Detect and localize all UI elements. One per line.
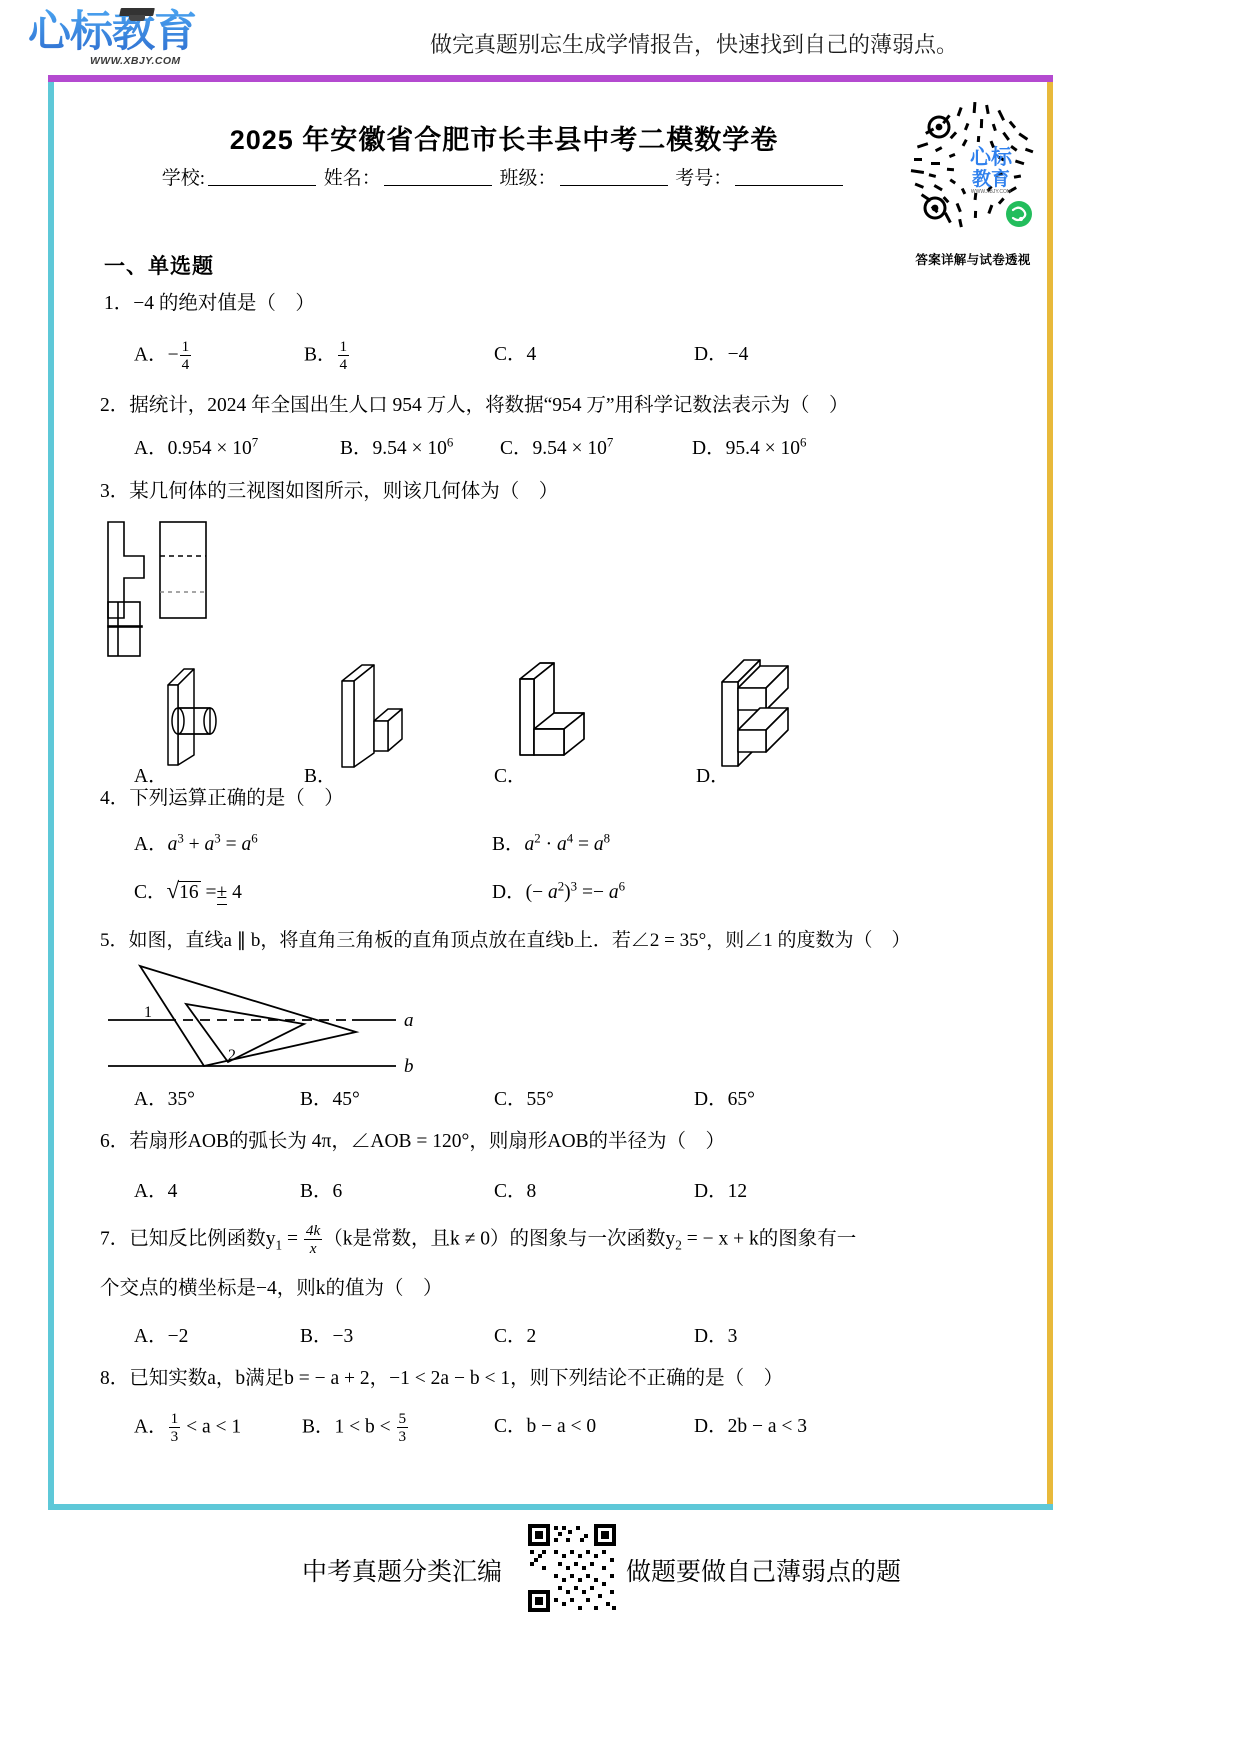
question-5-options — [104, 1083, 1004, 1117]
q5-label-line-b: b — [404, 1056, 414, 1077]
q8-option-b[interactable] — [302, 1410, 409, 1445]
q5-option-b[interactable]: B．45° — [300, 1089, 360, 1110]
footer-right-text: 做题要做自己薄弱点的题 — [626, 1558, 902, 1586]
q1-option-b-fraction: $\frac{1}{4}$ — [339, 338, 348, 374]
q7-sub2: 2 — [675, 1237, 682, 1253]
q1-option-c[interactable]: C．4 — [494, 344, 537, 365]
q3-option-a-label[interactable]: A． — [134, 766, 168, 787]
q2-option-c[interactable] — [500, 432, 613, 460]
brand-logo-url: WWW.XBJY.COM — [90, 55, 181, 67]
question-8-options — [104, 1405, 1004, 1445]
q7-eq: = — [282, 1228, 303, 1250]
input-exam-no[interactable] — [735, 185, 843, 186]
question-3-stem: 3．某几何体的三视图如图所示，则该几何体为（ ） — [100, 481, 559, 502]
page-title: 2025 年安徽省合肥市长丰县中考二模数学卷 — [229, 125, 779, 155]
question-2-stem: 2．据统计，2024 年全国出生人口 954 万人，将数据“954 万”用科学记数法表示为（ ） — [100, 395, 849, 416]
q5-option-c[interactable]: C．55° — [494, 1089, 554, 1110]
q2-option-a-exp: 7 — [251, 435, 259, 450]
q1-option-d[interactable]: D．−4 — [694, 344, 749, 365]
q1-option-b[interactable] — [304, 338, 350, 373]
label-class: 班级： — [499, 168, 557, 189]
q4-option-b[interactable]: B．$a^2 \cdot a^4 = a^8$ — [492, 831, 611, 855]
question-4-options-row2 — [104, 876, 1004, 910]
q4-option-d[interactable]: D．(− $a^2)^3 =- a^6$ — [492, 879, 626, 903]
qr-code-graphic — [905, 100, 1041, 236]
question-1-stem: 1．−4 的绝对值是（ ） — [104, 293, 315, 314]
q7-stem-part3: = − x + k的图象有一 — [681, 1228, 857, 1250]
q7-fraction: $\frac{4k}{x}$ — [305, 1222, 321, 1258]
q3-option-c-solid[interactable] — [498, 655, 618, 770]
q5-option-d[interactable]: D．65° — [694, 1089, 755, 1110]
q8-option-b-label: B．1 < b < — [302, 1416, 396, 1438]
brand-logo-text: 心标教育 — [28, 8, 228, 56]
q2-option-b[interactable] — [340, 432, 453, 460]
q6-option-a[interactable]: A．4 — [134, 1181, 178, 1202]
label-school: 学校: — [161, 168, 205, 189]
q7-option-a[interactable]: A．−2 — [134, 1326, 189, 1347]
input-class[interactable] — [560, 185, 668, 186]
q8-option-a[interactable] — [134, 1410, 241, 1445]
input-name[interactable] — [384, 185, 492, 186]
page-header — [0, 0, 1240, 82]
q1-option-a-label: A．− — [134, 344, 179, 366]
q5-label-line-a: a — [404, 1010, 414, 1031]
q2-option-d-mantissa: 95.4 × 10 — [725, 438, 800, 459]
brand-logo — [28, 8, 228, 76]
q2-option-d[interactable] — [692, 432, 806, 460]
q8-option-a-fraction: $\frac{1}{3}$ — [170, 1410, 179, 1446]
q5-option-a[interactable]: A．35° — [134, 1089, 195, 1110]
svg-text:教育: 教育 — [971, 169, 1011, 190]
q7-option-c[interactable]: C．2 — [494, 1326, 537, 1347]
q3-option-b-solid[interactable] — [322, 655, 432, 770]
q3-option-d-solid[interactable] — [700, 648, 820, 770]
section-heading-single-choice: 一、单选题 — [104, 255, 214, 278]
header-divider-bar — [48, 75, 1053, 82]
q2-option-b-mantissa: 9.54 × 10 — [372, 438, 447, 459]
answer-qr-code[interactable] — [905, 100, 1041, 236]
q7-option-d[interactable]: D．3 — [694, 1326, 738, 1347]
q3-option-a-solid[interactable] — [150, 655, 260, 770]
q7-option-b[interactable]: B．−3 — [300, 1326, 354, 1347]
q2-option-b-label: B． — [340, 438, 373, 459]
question-6-stem: 6．若扇形AOB的弧长为 4π，∠AOB = 120°，则扇形AOB的半径为（ ） — [100, 1131, 726, 1152]
q2-option-a-label: A． — [134, 438, 168, 459]
q2-option-a-mantissa: 0.954 × 10 — [167, 438, 252, 459]
page-border-right — [1047, 82, 1053, 1510]
question-4-options-row1 — [104, 828, 1004, 862]
footer-qr-graphic — [524, 1520, 620, 1616]
q4-option-c[interactable]: C．√16 =± 4 — [134, 877, 242, 903]
q6-option-b[interactable]: B．6 — [300, 1181, 343, 1202]
q3-option-c-label[interactable]: C． — [494, 766, 527, 787]
footer-left-text: 中考真题分类汇编 — [302, 1558, 503, 1586]
wechat-badge-icon — [1006, 201, 1032, 227]
q1-option-b-label: B． — [304, 344, 337, 366]
q5-label-angle-2: 2 — [228, 1047, 236, 1064]
q5-geometry-svg — [104, 958, 424, 1078]
q3-top-view-svg — [104, 598, 164, 660]
question-6-options — [104, 1175, 1004, 1209]
q2-option-d-label: D． — [692, 438, 726, 459]
q1-option-a-fraction: $\frac{1}{4}$ — [181, 338, 190, 374]
q2-option-b-exp: 6 — [446, 435, 454, 450]
header-tagline: 做完真题别忘生成学情报告，快速找到自己的薄弱点。 — [430, 32, 959, 57]
qr-caption-text: 答案详解与试卷透视 — [915, 253, 1031, 267]
label-name: 姓名： — [323, 168, 381, 189]
q3-option-b-label[interactable]: B． — [304, 766, 337, 787]
q8-option-b-fraction: $\frac{5}{3}$ — [398, 1410, 407, 1446]
q6-option-d[interactable]: D．12 — [694, 1181, 748, 1202]
q2-option-c-exp: 7 — [606, 435, 614, 450]
q7-stem-part1: 7．已知反比例函数y — [100, 1228, 276, 1250]
q8-option-c[interactable]: C．b − a < 0 — [494, 1416, 597, 1437]
student-info-line — [54, 163, 954, 190]
qr-center-brand — [970, 145, 1013, 195]
q2-option-a[interactable] — [134, 432, 258, 460]
question-7-options — [104, 1320, 1004, 1354]
label-exam-no: 考号： — [675, 168, 733, 189]
q5-geometry-figure — [104, 958, 424, 1078]
question-5-stem: 5．如图，直线a ∥ b，将直角三角板的直角顶点放在直线b上．若∠2 = 35°，则∠1 的度数为（ ） — [100, 930, 911, 951]
question-4-stem: 4．下列运算正确的是（ ） — [100, 788, 344, 809]
question-8-stem: 8．已知实数a，b满足b = − a + 2，−1 < 2a − b < 1，则下列结论不正确的是（ ） — [100, 1368, 784, 1389]
q6-option-c[interactable]: C．8 — [494, 1181, 537, 1202]
q7-stem-part2: （k是常数，且k ≠ 0）的图象与一次函数y — [323, 1228, 676, 1250]
q2-option-c-label: C． — [500, 438, 533, 459]
input-school[interactable] — [208, 185, 316, 186]
page-border-bottom — [48, 1504, 1053, 1510]
page-border-left — [48, 82, 54, 1510]
question-2-options — [104, 432, 1004, 466]
footer-qr-code[interactable] — [524, 1520, 620, 1616]
svg-text:WWW.XBJY.COM: WWW.XBJY.COM — [970, 189, 1012, 195]
q4-option-a[interactable]: A．$a^3 + a^3 = a^6$ — [134, 831, 258, 855]
q8-option-d[interactable]: D．2b − a < 3 — [694, 1416, 807, 1437]
q2-option-d-exp: 6 — [799, 435, 807, 450]
q3-top-view-figure — [104, 598, 164, 660]
q7-sub1: 1 — [275, 1237, 283, 1253]
svg-text:心标: 心标 — [970, 146, 1012, 169]
question-1-options — [104, 333, 1004, 373]
q8-option-a-rest: < a < 1 — [181, 1416, 242, 1438]
question-7-stem-line1 — [100, 1222, 856, 1263]
q1-option-a[interactable] — [134, 338, 192, 373]
question-7-stem-line2: 个交点的横坐标是−4，则k的值为（ ） — [100, 1278, 443, 1299]
q5-label-angle-1: 1 — [144, 1004, 152, 1021]
q3-option-d-label[interactable]: D． — [696, 766, 730, 787]
q2-option-c-mantissa: 9.54 × 10 — [532, 438, 607, 459]
q8-option-a-label: A． — [134, 1416, 168, 1438]
